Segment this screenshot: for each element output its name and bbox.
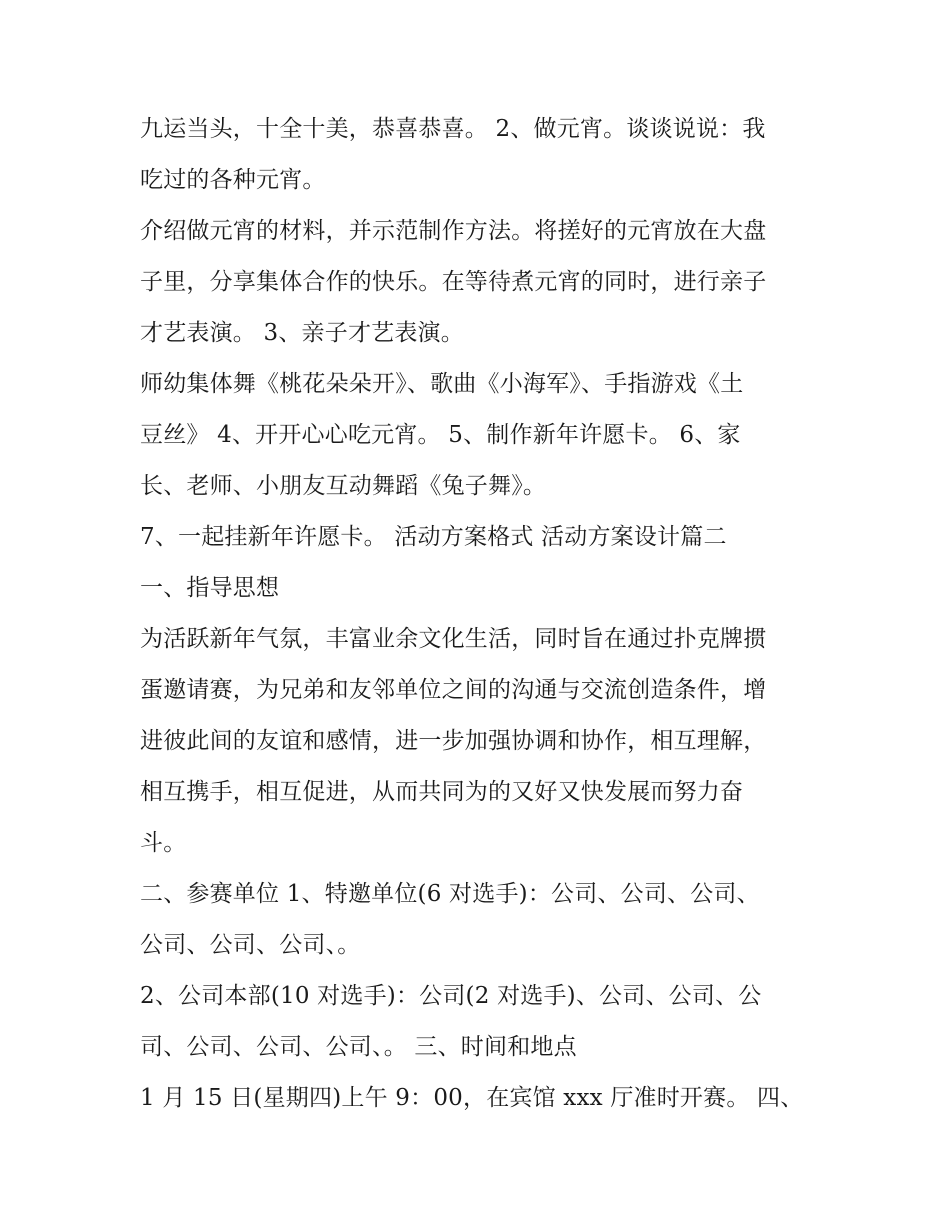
text-line: 二、参赛单位 1、特邀单位(6 对选手)：公司、公司、公司、 [140, 881, 760, 907]
text-line: 蛋邀请赛，为兄弟和友邻单位之间的沟通与交流创造条件，增 [140, 677, 767, 703]
text-line: 吃过的各种元宵。 [140, 167, 326, 193]
text-line: 进彼此间的友谊和感情，进一步加强协调和协作，相互理解， [140, 728, 767, 754]
text-line: 相互携手，相互促进，从而共同为的又好又快发展而努力奋 [140, 779, 744, 805]
text-line: 斗。 [140, 830, 187, 856]
document-body [140, 104, 820, 1124]
text-line: 介绍做元宵的材料，并示范制作方法。将搓好的元宵放在大盘 [140, 218, 767, 244]
text-line: 1 月 15 日(星期四)上午 9：00，在宾馆 xxx 厅准时开赛。 四、 [140, 1085, 804, 1111]
text-line: 为活跃新年气氛，丰富业余文化生活，同时旨在通过扑克牌掼 [140, 626, 767, 652]
text-line: 2、公司本部(10 对选手)：公司(2 对选手)、公司、公司、公 [140, 983, 762, 1009]
text-line: 才艺表演。 3、亲子才艺表演。 [140, 320, 464, 346]
text-line: 司、公司、公司、公司、。 三、时间和地点 [140, 1034, 577, 1060]
section-heading: 一、指导思想 [140, 575, 280, 601]
text-line: 豆丝》 4、开开心心吃元宵。 5、制作新年许愿卡。 6、家 [140, 422, 741, 448]
text-line: 公司、公司、公司、。 [140, 932, 361, 958]
text-line: 师幼集体舞《桃花朵朵开》、歌曲《小海军》、手指游戏《土 [140, 371, 744, 397]
text-line: 7、一起挂新年许愿卡。 活动方案格式 活动方案设计篇二 [140, 524, 727, 550]
text-line: 子里，分享集体合作的快乐。在等待煮元宵的同时，进行亲子 [140, 269, 767, 295]
text-line: 九运当头，十全十美，恭喜恭喜。 2、做元宵。谈谈说说：我 [140, 116, 766, 142]
text-line: 长、老师、小朋友互动舞蹈《兔子舞》。 [140, 473, 547, 499]
